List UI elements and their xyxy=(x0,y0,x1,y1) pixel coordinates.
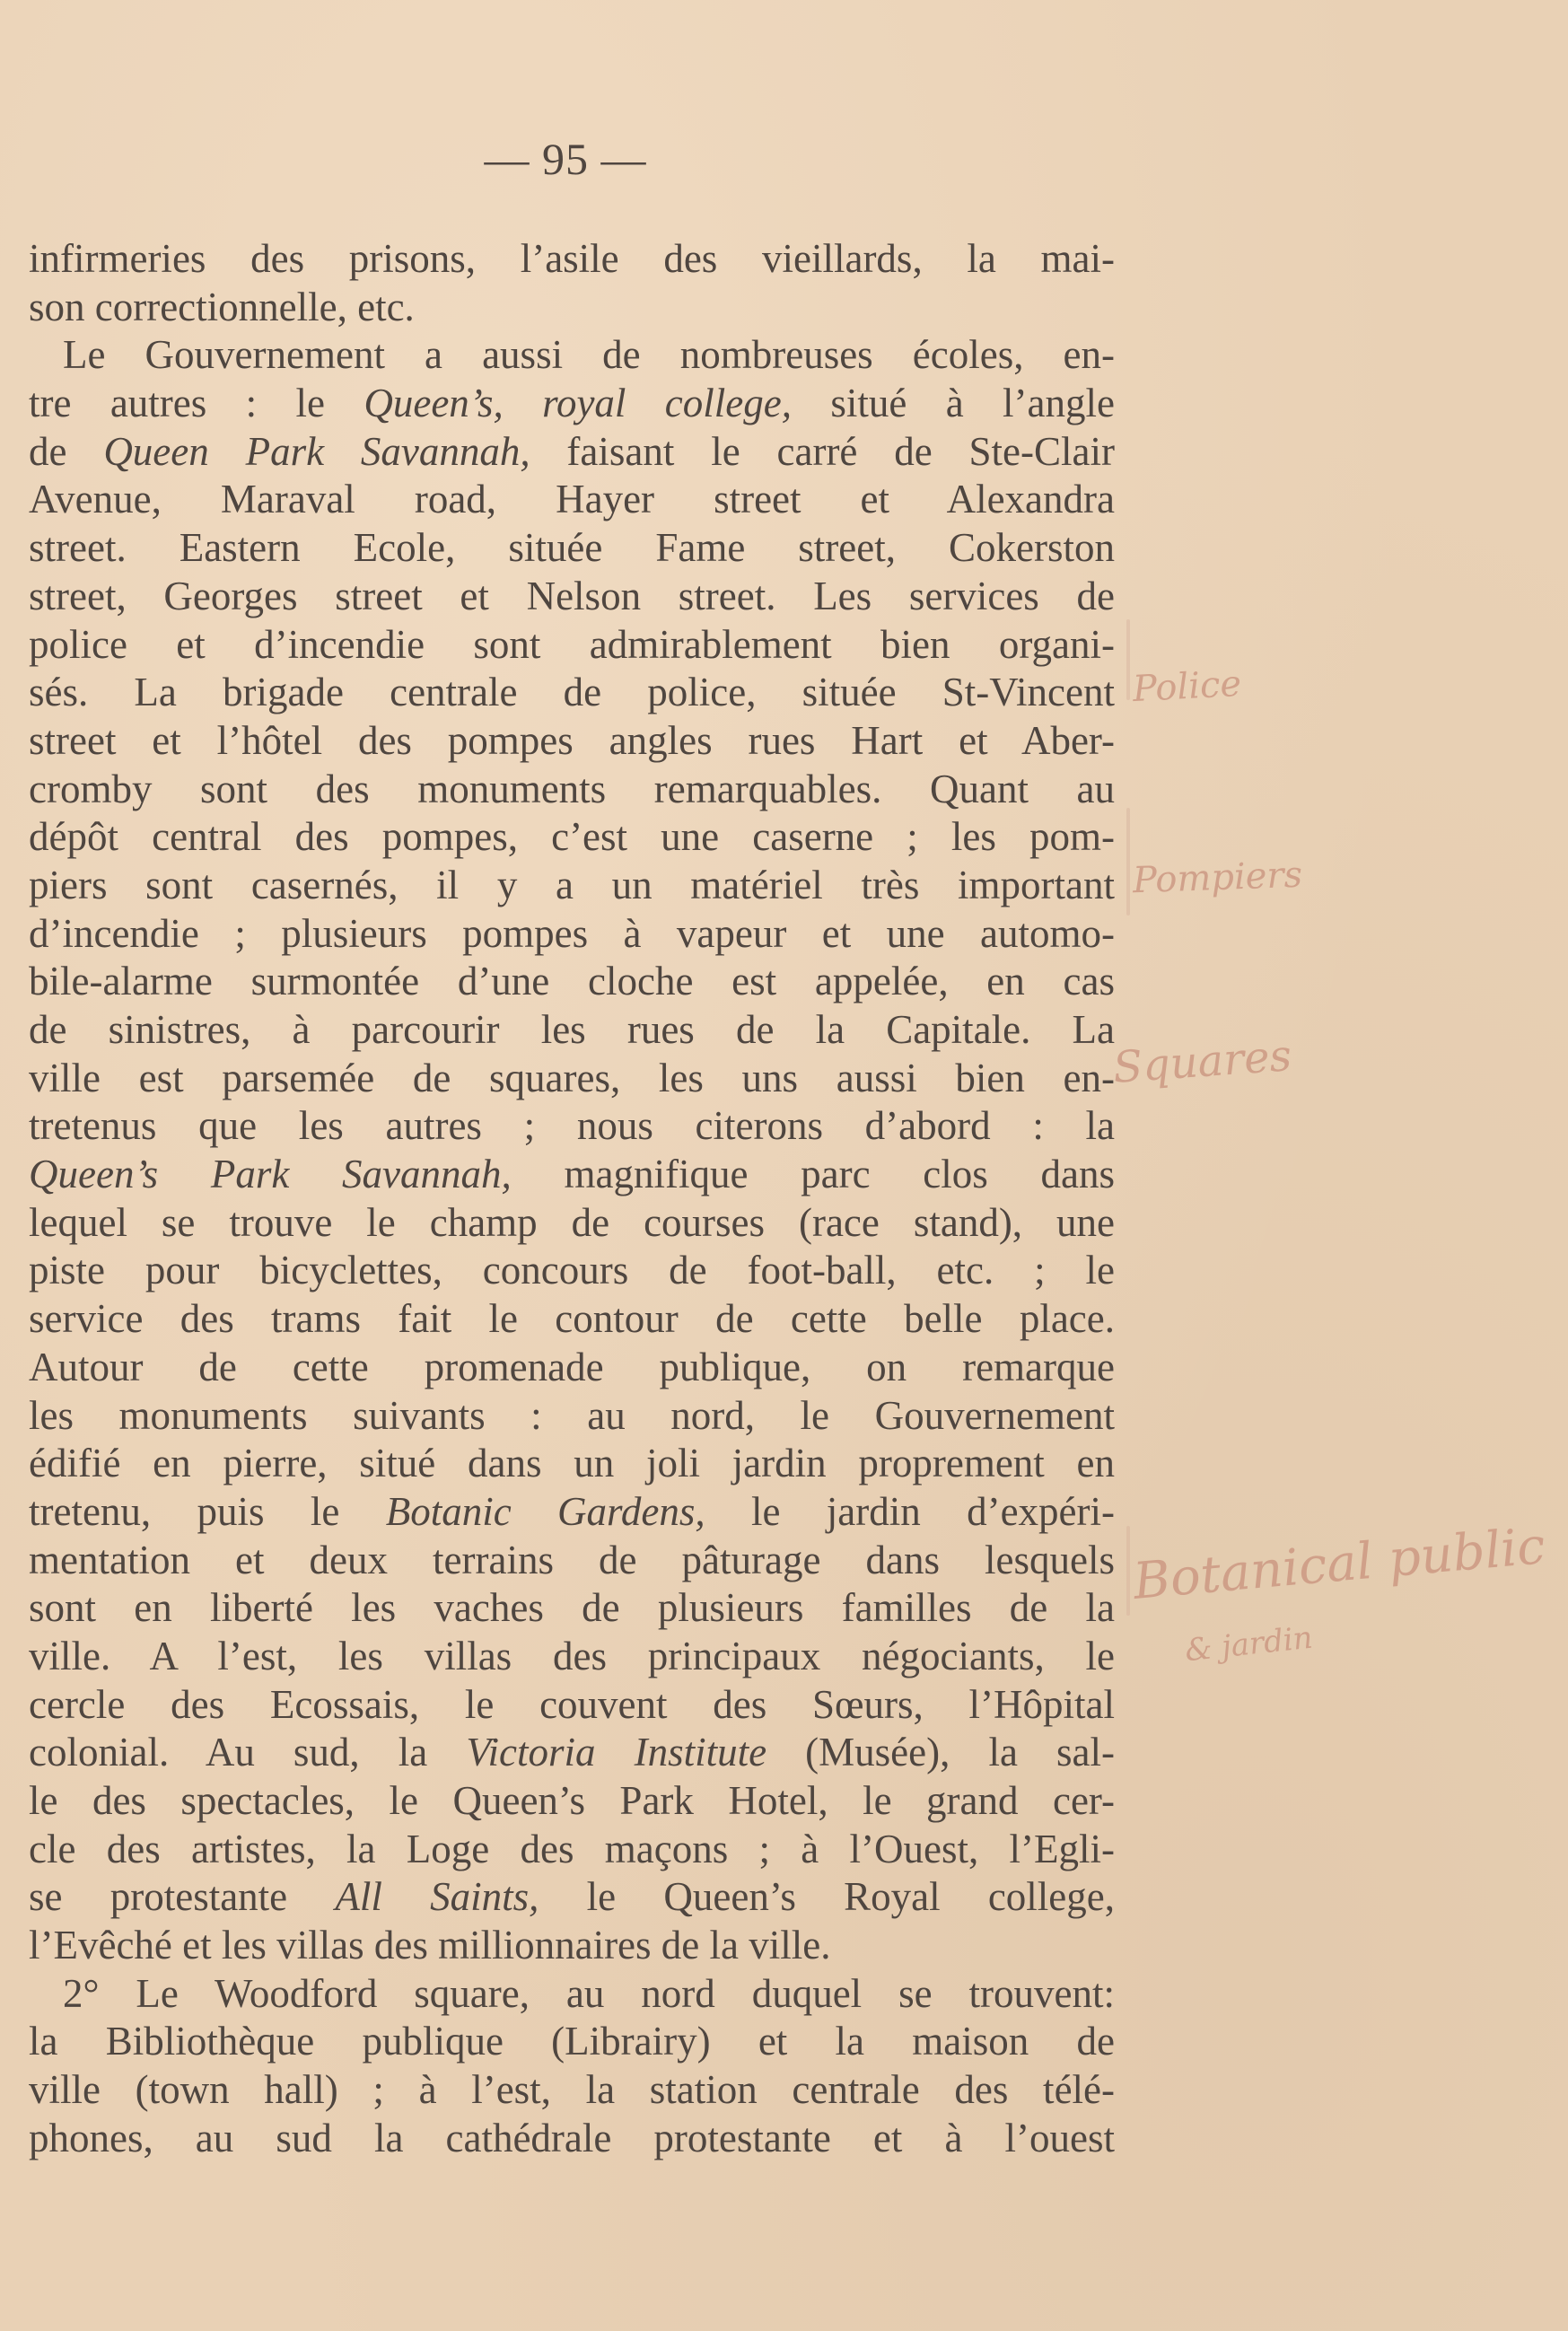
text-segment: Le Gouvernement a aussi de nombreuses écoles, en- xyxy=(63,332,1115,378)
text-line xyxy=(29,1102,1115,1151)
text-segment: sés. La brigade centrale de police, située St-Vincent xyxy=(29,670,1115,715)
text-segment: la Bibliothèque publique (Librairy) et la maison de xyxy=(29,2019,1115,2064)
text-line xyxy=(29,1006,1115,1055)
text-segment: service des trams fait le contour de cette belle place. xyxy=(29,1296,1115,1342)
text-line xyxy=(29,1488,1115,1537)
text-line xyxy=(29,1633,1115,1681)
text-segment: Autour de cette promenade publique, on remarque xyxy=(29,1344,1115,1389)
italic-text-segment: Queen’s Park Savannah, xyxy=(29,1152,512,1197)
text-segment: mentation et deux terrains de pâturage dans lesquels xyxy=(29,1537,1115,1582)
text-segment: d’incendie ; plusieurs pompes à vapeur et une automo- xyxy=(29,910,1115,956)
text-line xyxy=(29,2115,1115,2163)
handwritten-margin-note: Pompiers xyxy=(1132,854,1303,902)
text-segment: infirmeries des prisons, l’asile des vieillards, la mai- xyxy=(29,236,1115,281)
text-segment: le Queen’s Royal college, xyxy=(539,1874,1115,1920)
text-line xyxy=(29,1247,1115,1295)
body-text xyxy=(29,235,1115,2163)
text-segment: tretenus que les autres ; nous citerons d’abord : la xyxy=(29,1103,1115,1149)
text-segment: tre autres : le xyxy=(29,381,364,426)
text-segment: édifié en pierre, situé dans un joli jardin proprement en xyxy=(29,1441,1115,1486)
text-segment: tretenu, puis le xyxy=(29,1488,386,1534)
text-segment: street et l’hôtel des pompes angles rues Hart et Aber- xyxy=(29,717,1115,763)
text-line xyxy=(29,331,1115,380)
text-segment: ville. A l’est, les villas des principaux négociants, le xyxy=(29,1633,1115,1678)
text-line xyxy=(29,573,1115,621)
text-segment: 2° Le Woodford square, au nord duquel se trouvent: xyxy=(63,1970,1115,2016)
text-line xyxy=(29,1199,1115,1248)
text-segment: piste pour bicyclettes, concours de foot-ball, etc. ; le xyxy=(29,1248,1115,1293)
text-segment: phones, au sud la cathédrale protestante et à l’ouest xyxy=(29,2115,1115,2160)
text-line xyxy=(29,813,1115,862)
text-line xyxy=(29,1826,1115,1874)
text-line xyxy=(29,862,1115,910)
text-segment: magnifique parc clos dans xyxy=(511,1152,1115,1197)
text-segment: sont en liberté les vaches de plusieurs familles de la xyxy=(29,1585,1115,1631)
text-segment: de sinistres, à parcourir les rues de la Capitale. La xyxy=(29,1007,1115,1052)
text-line xyxy=(29,1970,1115,2019)
text-segment: bile-alarme surmontée d’une cloche est appelée, en cas xyxy=(29,959,1115,1004)
text-line xyxy=(29,1777,1115,1826)
text-line xyxy=(29,958,1115,1006)
text-segment: le jardin d’expéri- xyxy=(705,1488,1115,1534)
text-line xyxy=(29,284,1115,332)
text-line xyxy=(29,235,1115,284)
text-segment: se protestante xyxy=(29,1874,336,1920)
text-line xyxy=(29,1295,1115,1344)
text-segment: ville (town hall) ; à l’est, la station centrale des télé- xyxy=(29,2067,1115,2113)
margin-rule xyxy=(1126,619,1130,700)
text-line xyxy=(29,1729,1115,1777)
text-line xyxy=(29,1681,1115,1730)
handwritten-margin-note: & jardin xyxy=(1183,1619,1315,1669)
text-segment: street, Georges street et Nelson street. Les services de xyxy=(29,573,1115,618)
text-segment: (Musée), la sal- xyxy=(766,1730,1115,1775)
text-line xyxy=(29,1873,1115,1922)
text-line xyxy=(29,2018,1115,2066)
text-segment: ville est parsemée de squares, les uns aussi bien en- xyxy=(29,1055,1115,1100)
text-segment: dépôt central des pompes, c’est une caserne ; les pom- xyxy=(29,814,1115,860)
text-segment: street. Eastern Ecole, située Fame street, Cokerston xyxy=(29,525,1115,571)
text-segment: piers sont casernés, il y a un matériel très important xyxy=(29,862,1115,907)
text-segment: son correctionnelle, etc. xyxy=(29,284,415,329)
page-number: — 95 — xyxy=(484,134,647,184)
text-line xyxy=(29,380,1115,428)
text-line xyxy=(29,669,1115,717)
italic-text-segment: Botanic Gardens, xyxy=(385,1488,705,1534)
italic-text-segment: Queen Park Savannah, xyxy=(103,428,530,474)
text-line xyxy=(29,1392,1115,1441)
text-line xyxy=(29,428,1115,477)
text-segment: situé à l’angle xyxy=(791,381,1115,426)
text-segment: cromby sont des monuments remarquables. Quant au xyxy=(29,766,1115,811)
margin-rule xyxy=(1126,808,1130,916)
text-segment: cercle des Ecossais, le couvent des Sœurs, l’Hôpital xyxy=(29,1681,1115,1727)
text-line xyxy=(29,1584,1115,1633)
text-line xyxy=(29,1055,1115,1103)
text-line xyxy=(29,524,1115,573)
text-line xyxy=(29,2066,1115,2115)
text-segment: le des spectacles, le Queen’s Park Hotel, le grand cer- xyxy=(29,1778,1115,1823)
text-segment: lequel se trouve le champ de courses (race stand), une xyxy=(29,1199,1115,1245)
italic-text-segment: Queen’s, royal college, xyxy=(364,381,792,426)
italic-text-segment: All Saints, xyxy=(335,1874,539,1920)
text-line xyxy=(29,1922,1115,1970)
handwritten-margin-note: Botanical public xyxy=(1131,1517,1548,1611)
text-line xyxy=(29,717,1115,766)
margin-rule xyxy=(1126,1526,1130,1616)
italic-text-segment: Victoria Institute xyxy=(466,1730,767,1775)
text-line xyxy=(29,766,1115,814)
text-segment: l’Evêché et les villas des millionnaires de la ville. xyxy=(29,1923,831,1968)
text-line xyxy=(29,1344,1115,1392)
text-segment: de xyxy=(29,428,104,474)
text-segment: les monuments suivants : au nord, le Gouvernement xyxy=(29,1392,1115,1438)
text-segment: cle des artistes, la Loge des maçons ; à l’Ouest, l’Egli- xyxy=(29,1826,1115,1871)
text-segment: Avenue, Maraval road, Hayer street et Alexandra xyxy=(29,477,1115,522)
text-line xyxy=(29,1151,1115,1199)
text-line xyxy=(29,910,1115,959)
text-segment: faisant le carré de Ste-Clair xyxy=(530,428,1115,474)
text-segment: police et d’incendie sont admirablement bien organi- xyxy=(29,621,1115,667)
text-line xyxy=(29,1537,1115,1585)
handwritten-margin-note: Squares xyxy=(1111,1030,1293,1093)
text-line xyxy=(29,476,1115,524)
text-line xyxy=(29,621,1115,670)
text-line xyxy=(29,1440,1115,1488)
text-segment: colonial. Au sud, la xyxy=(29,1730,467,1775)
handwritten-margin-note: Police xyxy=(1131,662,1243,711)
